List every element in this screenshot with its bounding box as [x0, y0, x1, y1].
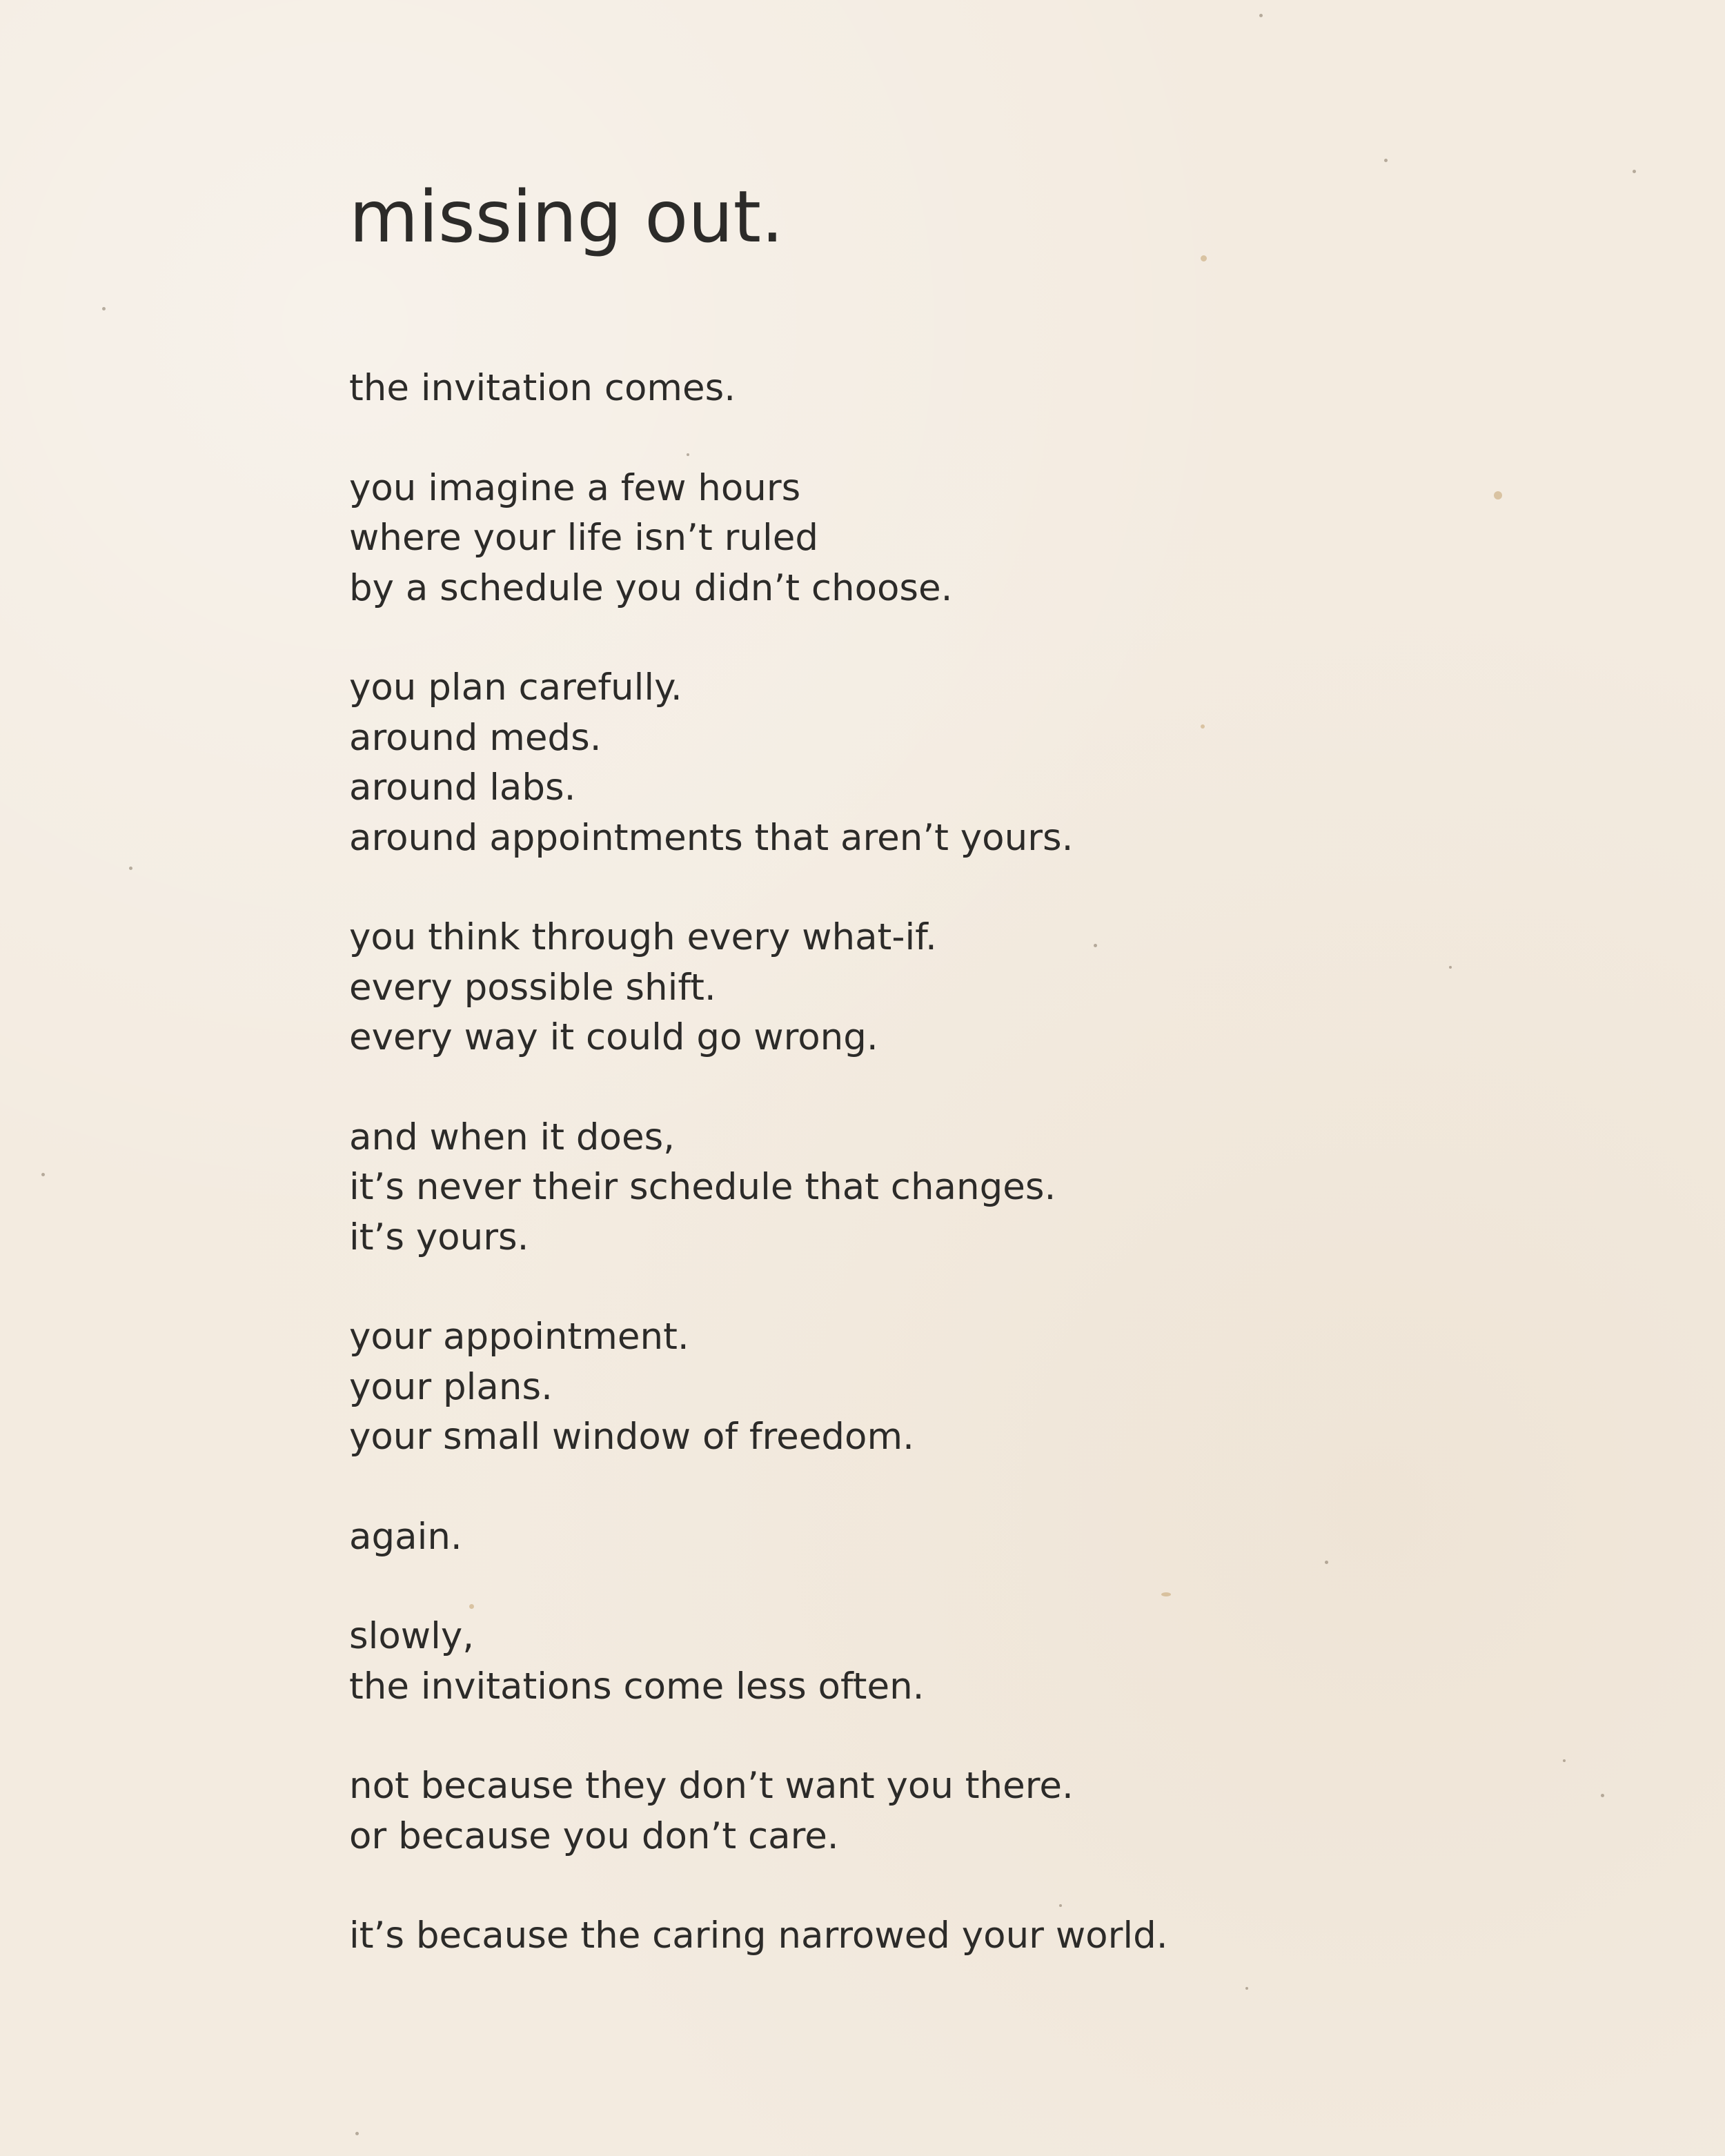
stanza — [349, 1761, 1453, 1861]
stanza — [349, 464, 1453, 614]
poem-line: around labs. — [349, 767, 576, 809]
poem-line: your plans. — [349, 1365, 553, 1408]
poem-line: you think through every what-if. — [349, 916, 937, 958]
poem-line: it’s because the caring narrowed your world. — [349, 1915, 1168, 1957]
stanza — [349, 1911, 1453, 1961]
poem-line: the invitation comes. — [349, 367, 736, 409]
poem-line: where your life isn’t ruled — [349, 517, 818, 559]
poem-line: it’s yours. — [349, 1216, 529, 1258]
stanza — [349, 1312, 1453, 1463]
poem-line: again. — [349, 1515, 462, 1558]
poem-line: slowly, — [349, 1615, 475, 1657]
poem-line: and when it does, — [349, 1116, 676, 1158]
poem-line: it’s never their schedule that changes. — [349, 1166, 1056, 1208]
paper-speck — [1384, 159, 1388, 162]
poem-line: you plan carefully. — [349, 666, 682, 709]
poem-line: by a schedule you didn’t choose. — [349, 566, 953, 609]
poem-line: around appointments that aren’t yours. — [349, 816, 1074, 859]
poem-line: every possible shift. — [349, 966, 716, 1009]
poem-line: you imagine a few hours — [349, 466, 801, 509]
paper-speck — [41, 1173, 45, 1176]
paper-speck — [129, 867, 132, 870]
stanza — [349, 1512, 1453, 1563]
paper-speck — [1633, 170, 1636, 173]
poem-line: the invitations come less often. — [349, 1665, 925, 1708]
poem-body — [349, 364, 1453, 1961]
stanza — [349, 913, 1453, 1063]
stanza — [349, 1113, 1453, 1263]
poem-title: missing out. — [349, 176, 784, 259]
stanza — [349, 1612, 1453, 1712]
poem-line: or because you don’t care. — [349, 1814, 839, 1857]
poem-line: every way it could go wrong. — [349, 1016, 878, 1058]
paper-speck — [1563, 1759, 1566, 1762]
stanza — [349, 663, 1453, 863]
poem-line: your small window of freedom. — [349, 1416, 914, 1458]
stanza — [349, 364, 1453, 414]
poem-line: around meds. — [349, 716, 602, 759]
poem-line: not because they don’t want you there. — [349, 1765, 1074, 1807]
paper-speck — [1494, 491, 1502, 500]
paper-speck — [1601, 1794, 1604, 1797]
paper-speck — [1259, 14, 1263, 17]
poem-line: your appointment. — [349, 1316, 689, 1358]
poem-page — [349, 172, 1453, 2011]
paper-speck — [102, 307, 106, 310]
paper-speck — [355, 2132, 359, 2135]
